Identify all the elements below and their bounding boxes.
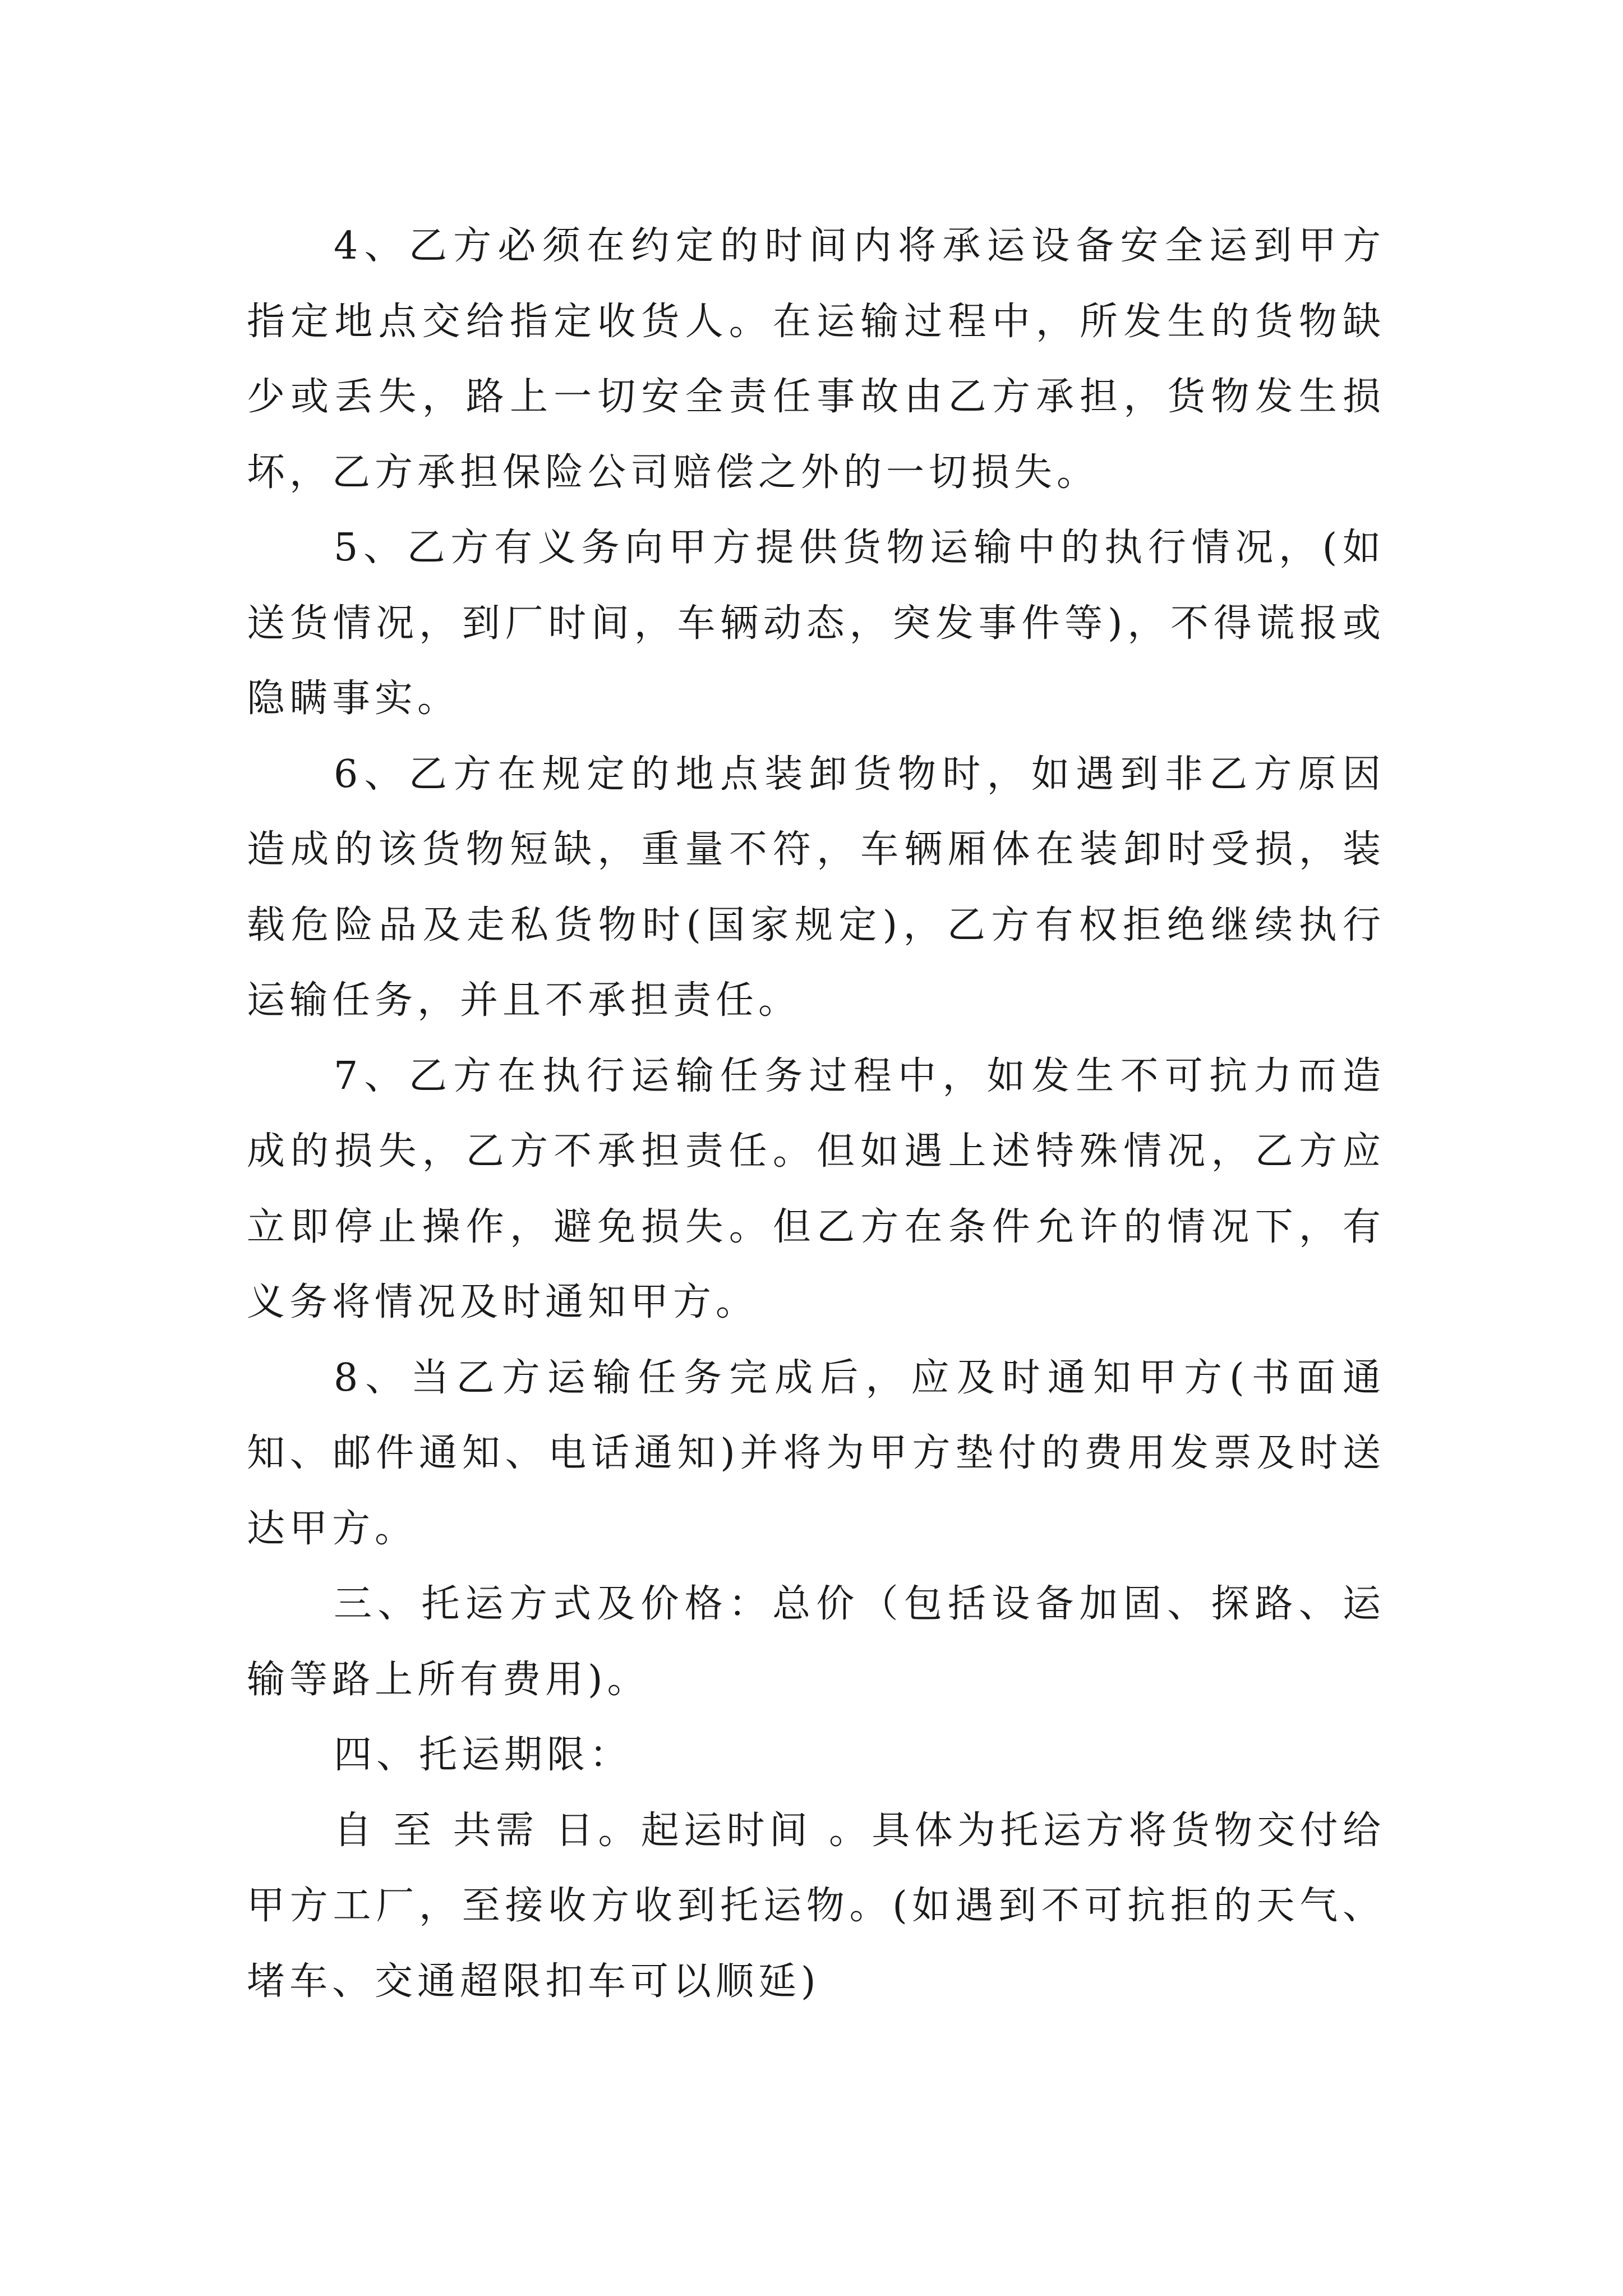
clause-6-paragraph: 6、乙方在规定的地点装卸货物时，如遇到非乙方原因造成的该货物短缺，重量不符，车辆厢体在装卸时受损，装载危险品及走私货物时(国家规定)，乙方有权拒绝继续执行运输任务，并且不承担责任。 (247, 752, 1385, 1023)
section-4-period-paragraph: 自 至 共需 日。起运时间 。具体为托运方将货物交付给甲方工厂，至接收方收到托运物。(如遇到不可抗拒的天气、堵车、交通超限扣车可以顺延) (247, 1808, 1385, 2004)
section-3-pricing-paragraph: 三、托运方式及价格：总价（包括设备加固、探路、运输等路上所有费用)。 (247, 1582, 1385, 1702)
clause-5-paragraph: 5、乙方有义务向甲方提供货物运输中的执行情况，(如送货情况，到厂时间，车辆动态，突发事件等)，不得谎报或隐瞒事实。 (247, 526, 1385, 721)
section-4-heading: 四、托运期限： (334, 1733, 633, 1777)
clause-7-paragraph: 7、乙方在执行运输任务过程中，如发生不可抗力而造成的损失，乙方不承担责任。但如遇上述特殊情况，乙方应立即停止操作，避免损失。但乙方在条件允许的情况下，有义务将情况及时通知甲方。 (247, 1053, 1385, 1324)
document-body (247, 209, 1385, 2019)
clause-4-paragraph: 4、乙方必须在约定的时间内将承运设备安全运到甲方指定地点交给指定收货人。在运输过程中，所发生的货物缺少或丢失，路上一切安全责任事故由乙方承担，货物发生损坏，乙方承担保险公司赔偿之外的一切损失。 (247, 224, 1385, 495)
clause-8-paragraph: 8、当乙方运输任务完成后，应及时通知甲方(书面通知、邮件通知、电话通知)并将为甲方垫付的费用发票及时送达甲方。 (247, 1355, 1385, 1551)
